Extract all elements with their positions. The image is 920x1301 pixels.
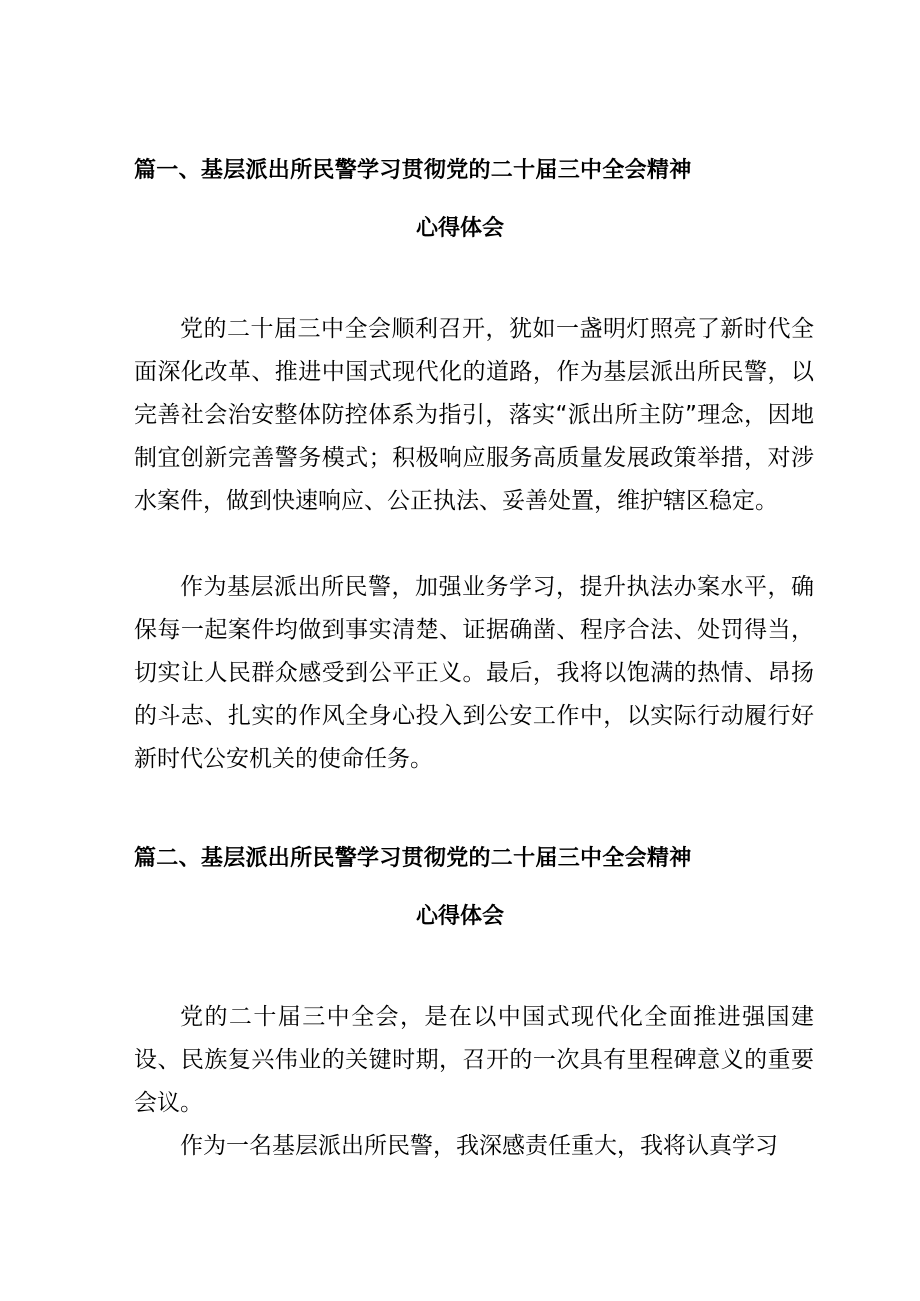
section1-subtitle: 心得体会: [415, 216, 504, 241]
section1-title: 篇一、基层派出所民警学习贯彻党的二十届三中全会精神: [134, 158, 692, 183]
section1-paragraph-1: 党的二十届三中全会顺利召开，犹如一盏明灯照亮了新时代全面深化改革、推进中国式现代化的道路，作为基层派出所民警，以完善社会治安整体防控体系为指引，落实“派出所主防”理念，因地制宜创新完善警务模式；积极响应服务高质量发展政策举措，对涉水案件，做到快速响应、公正执法、妥善处置，维护辖区稳定。: [134, 316, 814, 514]
section2-title: 篇二、基层派出所民警学习贯彻党的二十届三中全会精神: [134, 846, 692, 871]
section1-paragraph-2: 作为基层派出所民警，加强业务学习，提升执法办案水平，确保每一起案件均做到事实清楚、证据确凿、程序合法、处罚得当，切实让人民群众感受到公平正义。最后，我将以饱满的热情、昂扬的斗志、扎实的作风全身心投入到公安工作中，以实际行动履行好新时代公安机关的使命任务。: [134, 574, 814, 772]
section2-paragraph-1: 党的二十届三中全会，是在以中国式现代化全面推进强国建设、民族复兴伟业的关键时期，召开的一次具有里程碑意义的重要会议。: [134, 1004, 814, 1116]
section2-paragraph-2: 作为一名基层派出所民警，我深感责任重大，我将认真学习: [180, 1133, 778, 1159]
section2-subtitle: 心得体会: [415, 904, 504, 929]
